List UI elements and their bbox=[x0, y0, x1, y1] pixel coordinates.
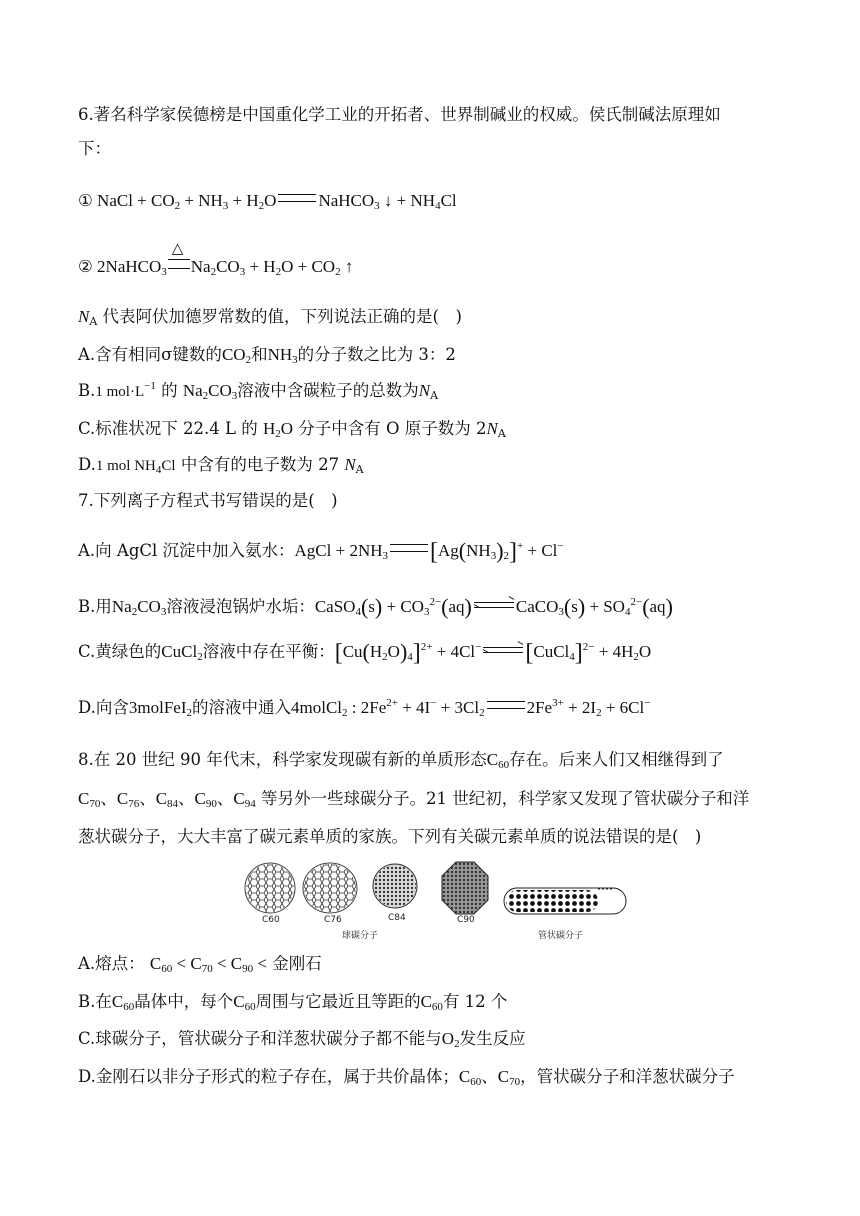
q7-option-d: D.向含3molFeI$_2$的溶液中通入4molCl$_2$ : $2Fe^{2+} + 4I^- + 3Cl_2$ $2Fe^{3+} + 2I_2 + 6Cl^-$ bbox=[78, 697, 651, 719]
heat-sign bbox=[168, 259, 190, 269]
label-c84: C84 bbox=[388, 913, 406, 923]
eq2-label: ② bbox=[78, 257, 93, 276]
q6-stem-line1: 6.著名科学家侯德榜是中国重化学工业的开拓者、世界制碱业的权威。侯氏制碱法原理如 bbox=[78, 105, 721, 124]
q8-stem-line1: 8.在 20 世纪 90 年代末，科学家发现碳有新的单质形态$C_{60}$存在。后来人们又相继得到了 bbox=[78, 750, 724, 771]
q8-option-b: B.在$C_{60}$晶体中，每个$C_{60}$周围与它最近且等距的$C_{60}$有 12 个 bbox=[78, 992, 508, 1013]
q8-option-c: C.球碳分子，管状碳分子和洋葱状碳分子都不能与$O_2$发生反应 bbox=[78, 1029, 526, 1050]
q7-stem: 7.下列离子方程式书写错误的是( ) bbox=[78, 491, 338, 510]
label-spherical: 球碳分子 bbox=[342, 931, 379, 941]
label-tubular: 管状碳分子 bbox=[538, 931, 584, 941]
q8-stem-line2: $C_{70}$、$C_{76}$、$C_{84}$、$C_{90}$、$C_{94}$ 等另外一些球碳分子。21 世纪初，科学家又发现了管状碳分子和洋 bbox=[78, 789, 750, 810]
eq1-label: ① bbox=[78, 191, 93, 210]
q6-option-b: B.1 $mol\cdot L^{-1}$ 的 $Na_2CO_3$溶液中含碳粒子的总数为$N_A$ bbox=[78, 380, 439, 402]
label-c60: C60 bbox=[262, 915, 280, 925]
q7-option-b: B.用$Na_2CO_3$溶液浸泡锅炉水垢：CaSO$_4$(s) + $CO_3^{2-}(aq)$ CaCO$_3$(s) + $SO_4^{2-}(aq)$ bbox=[78, 594, 673, 619]
q8-stem-line3: 葱状碳分子，大大丰富了碳元素单质的家族。下列有关碳元素单质的说法错误的是( ) bbox=[78, 827, 702, 846]
c90-molecule bbox=[442, 862, 488, 914]
q6-question: $N_A$ 代表阿伏加德罗常数的值，下列说法正确的是( ) bbox=[78, 307, 462, 328]
q7-option-c: C.黄绿色的CuCl$_2$溶液中存在平衡：$[Cu(H_2O)_4]^{2+} + 4Cl^-$ [CuCl$_4$]$^{2-}$ + $4H_2O$ bbox=[78, 639, 652, 666]
q7-option-a: A.向 AgCl 沉淀中加入氨水：AgCl + $2NH_3$ $[Ag(NH_3)_2]^+ + Cl^-$ bbox=[78, 538, 564, 565]
q6-option-c: C.标准状况下 22.4 L 的 $H_2O$ 分子中含有 O 原子数为 $2N_A$ bbox=[78, 419, 506, 440]
q6-option-d: D.1 mol $NH_4Cl$ 中含有的电子数为 27 $N_A$ bbox=[78, 455, 364, 476]
c84-molecule bbox=[373, 864, 417, 908]
q6-equation-1: ① NaCl + $CO_2 + NH_3 + H_2O$ NaHCO$_3$ ↓ + $NH_4Cl$ bbox=[78, 191, 457, 212]
q8-option-a: A.熔点： $C_{60} < C_{70} < C_{90}$ < 金刚石 bbox=[78, 954, 322, 975]
c60-molecule bbox=[245, 863, 295, 913]
q6-equation-2: ② 2NaHCO$_3$△ $Na_2CO_3 + H_2O + CO_2$ ↑ bbox=[78, 256, 353, 278]
q8-option-d: D.金刚石以非分子形式的粒子存在，属于共价晶体；$C_{60}$、$C_{70}$，管状碳分子和洋葱状碳分子 bbox=[78, 1067, 735, 1088]
label-c76: C76 bbox=[324, 915, 342, 925]
c76-molecule bbox=[303, 863, 357, 913]
label-c90: C90 bbox=[457, 915, 475, 925]
q6-option-a: A.含有相同σ键数的$CO_2$和$NH_3$的分子数之比为 3：2 bbox=[78, 345, 456, 366]
carbon-molecules-figure bbox=[242, 858, 628, 946]
q6-stem-line2: 下： bbox=[78, 139, 111, 158]
nanotube-molecule bbox=[504, 888, 626, 914]
